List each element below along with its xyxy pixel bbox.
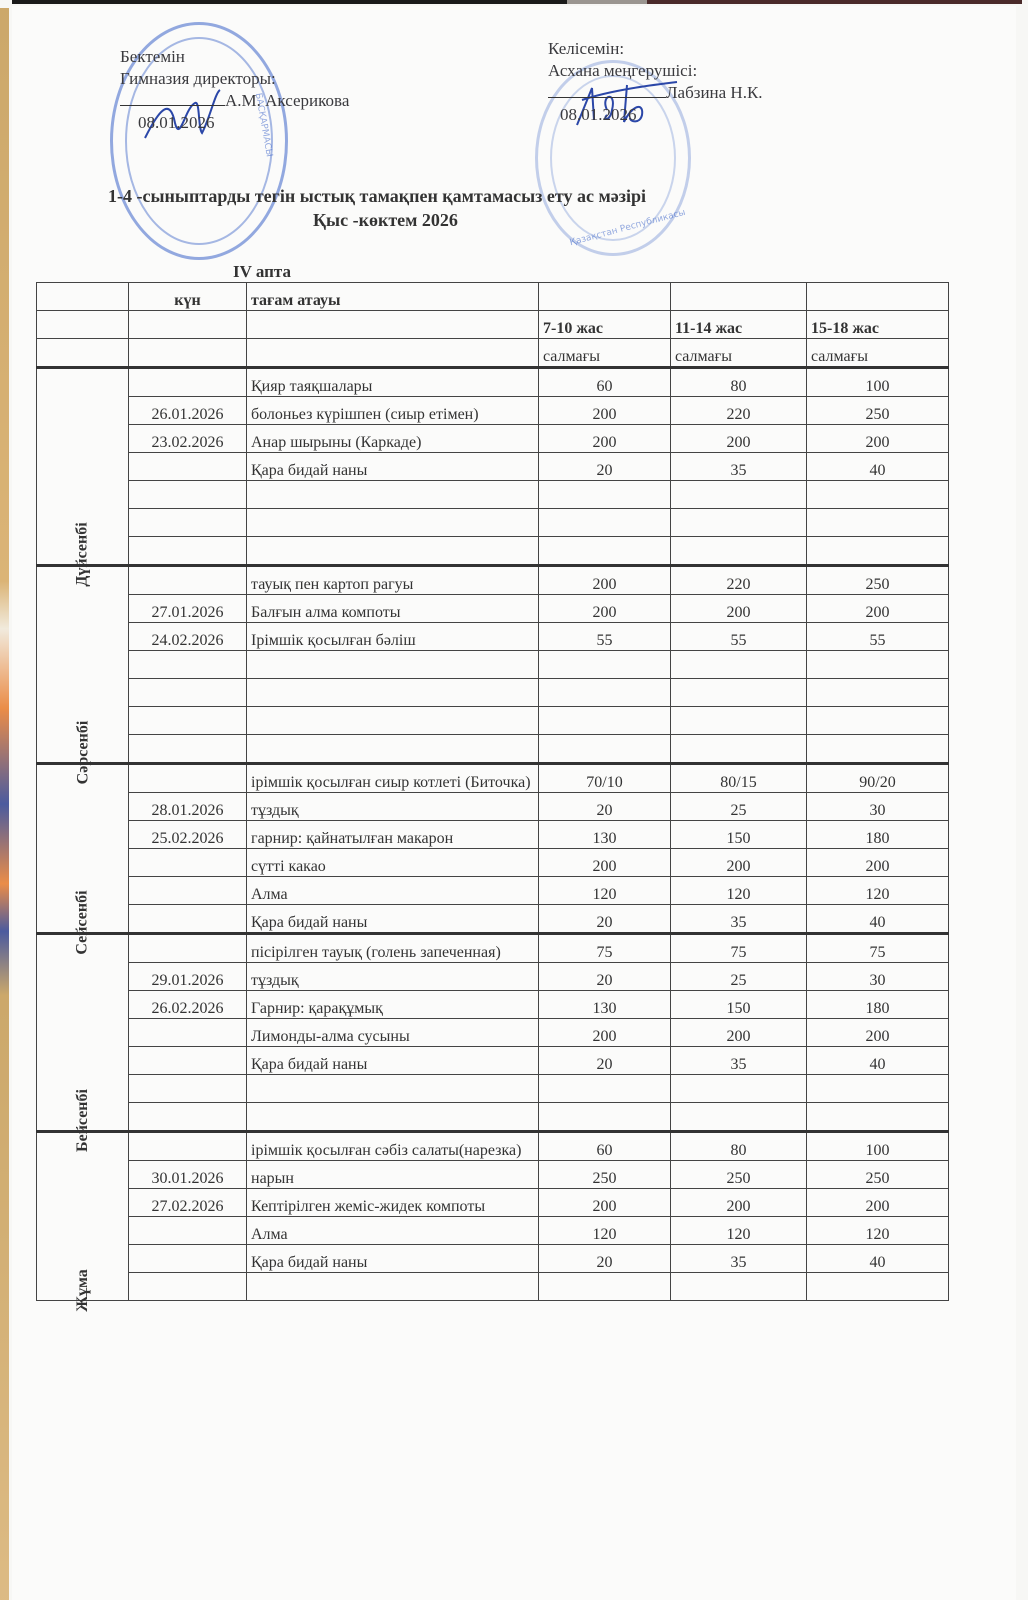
weight-11-14-cell: 35 xyxy=(671,905,807,934)
date-cell xyxy=(129,481,247,509)
day-cell xyxy=(37,934,129,1152)
menu-row xyxy=(37,1245,949,1273)
header-cell-empty xyxy=(807,283,949,311)
date-cell xyxy=(129,877,247,905)
date-cell: 26.02.2026 xyxy=(129,991,247,1019)
dish-name-cell: пісірілген тауық (голень запеченная) xyxy=(247,934,539,963)
dish-name-cell xyxy=(247,1103,539,1132)
weight-11-14-cell: 200 xyxy=(671,1019,807,1047)
dish-name-cell xyxy=(247,509,539,537)
header-row-weight xyxy=(37,339,949,368)
header-cell-empty xyxy=(129,311,247,339)
header-row-age-groups xyxy=(37,311,949,339)
weight-7-10-cell xyxy=(539,509,671,537)
weight-7-10-cell: 120 xyxy=(539,877,671,905)
date-cell xyxy=(129,1245,247,1273)
weight-15-18-cell: 90/20 xyxy=(807,764,949,793)
dish-name-cell: Қара бидай наны xyxy=(247,1047,539,1075)
menu-row xyxy=(37,537,949,566)
date-cell xyxy=(129,537,247,566)
weight-7-10-cell: 60 xyxy=(539,1132,671,1161)
weight-11-14-cell: 120 xyxy=(671,1217,807,1245)
date-cell: 27.01.2026 xyxy=(129,595,247,623)
weight-11-14-cell: 80/15 xyxy=(671,764,807,793)
weight-7-10-cell: 60 xyxy=(539,368,671,397)
weight-7-10-cell xyxy=(539,1075,671,1103)
menu-row xyxy=(37,425,949,453)
day-name: Жұма xyxy=(73,1269,91,1312)
weight-7-10-cell: 130 xyxy=(539,991,671,1019)
weight-15-18-cell xyxy=(807,537,949,566)
dish-name-cell: Алма xyxy=(247,877,539,905)
day-name: Дүйсенбі xyxy=(73,522,91,587)
scan-edge-strip xyxy=(0,8,9,1600)
dish-name-cell: тұздық xyxy=(247,963,539,991)
weight-7-10-cell xyxy=(539,1103,671,1132)
menu-row xyxy=(37,595,949,623)
weight-15-18-cell: 200 xyxy=(807,849,949,877)
weight-7-10-cell xyxy=(539,651,671,679)
weight-11-14-cell: 200 xyxy=(671,1189,807,1217)
weight-7-10-cell: 200 xyxy=(539,397,671,425)
dish-name-cell: тұздық xyxy=(247,793,539,821)
dish-name-cell xyxy=(247,651,539,679)
weight-11-14-cell: 250 xyxy=(671,1161,807,1189)
weight-11-14-cell: 35 xyxy=(671,453,807,481)
header-cell-empty xyxy=(37,339,129,368)
weight-15-18-cell: 180 xyxy=(807,991,949,1019)
weight-11-14-cell: 80 xyxy=(671,1132,807,1161)
menu-row xyxy=(37,963,949,991)
weight-7-10-cell: 20 xyxy=(539,905,671,934)
date-cell xyxy=(129,1047,247,1075)
date-cell xyxy=(129,1132,247,1161)
weight-11-14-cell xyxy=(671,1273,807,1301)
top-edge-segment xyxy=(567,0,647,4)
weight-7-10-cell xyxy=(539,735,671,764)
dish-name-cell xyxy=(247,679,539,707)
day-name: Сейсенбі xyxy=(73,890,91,955)
weight-7-10-cell: 55 xyxy=(539,623,671,651)
dish-name-cell xyxy=(247,735,539,764)
menu-row xyxy=(37,368,949,397)
weight-11-14-cell: 55 xyxy=(671,623,807,651)
approver-name: Лабзина Н.К. xyxy=(666,83,763,102)
dish-name-cell: сүтті какао xyxy=(247,849,539,877)
weight-15-18-cell: 40 xyxy=(807,1047,949,1075)
day-cell xyxy=(37,368,129,587)
weight-7-10-cell: 20 xyxy=(539,1047,671,1075)
header-cell-empty xyxy=(129,339,247,368)
header-cell-empty xyxy=(539,283,671,311)
date-cell: 28.01.2026 xyxy=(129,793,247,821)
weight-15-18-cell: 250 xyxy=(807,397,949,425)
approval-block-left xyxy=(120,46,349,134)
weight-15-18-cell xyxy=(807,735,949,764)
signature-line xyxy=(120,105,225,106)
approval-heading: Бектемін xyxy=(120,47,185,66)
weight-11-14-cell: 220 xyxy=(671,397,807,425)
menu-row xyxy=(37,849,949,877)
dish-name-cell: Лимонды-алма сусыны xyxy=(247,1019,539,1047)
date-cell xyxy=(129,1103,247,1132)
document-subtitle: Қыс -көктем 2026 xyxy=(313,210,458,230)
week-label: IV апта xyxy=(233,262,291,281)
date-cell xyxy=(129,509,247,537)
weight-11-14-cell: 25 xyxy=(671,793,807,821)
date-cell xyxy=(129,566,247,595)
weight-15-18-cell xyxy=(807,1103,949,1132)
menu-row xyxy=(37,453,949,481)
day-name: Бейсенбі xyxy=(74,1089,91,1152)
date-cell xyxy=(129,934,247,963)
approval-block-right xyxy=(548,38,763,126)
date-cell xyxy=(129,905,247,934)
dish-name-cell: Алма xyxy=(247,1217,539,1245)
menu-row xyxy=(37,1189,949,1217)
weight-7-10-cell: 250 xyxy=(539,1161,671,1189)
date-cell xyxy=(129,1273,247,1301)
weight-15-18-cell: 75 xyxy=(807,934,949,963)
weight-11-14-cell: 80 xyxy=(671,368,807,397)
approval-date: 08.01.2026 xyxy=(138,113,215,132)
menu-row xyxy=(37,397,949,425)
menu-row xyxy=(37,934,949,963)
header-dish-name: тағам атауы xyxy=(247,283,539,311)
dish-name-cell xyxy=(247,707,539,735)
header-cell-empty xyxy=(671,283,807,311)
menu-row xyxy=(37,991,949,1019)
top-edge-bar xyxy=(12,0,1022,4)
weight-11-14-cell: 200 xyxy=(671,425,807,453)
day-cell xyxy=(37,1132,129,1312)
menu-row xyxy=(37,905,949,934)
header-age-15-18: 15-18 жас xyxy=(807,311,949,339)
weight-15-18-cell: 200 xyxy=(807,1019,949,1047)
approver-name: А.М. Аксерикова xyxy=(225,91,350,110)
menu-row xyxy=(37,764,949,793)
weight-7-10-cell: 200 xyxy=(539,1019,671,1047)
dish-name-cell: Қара бидай наны xyxy=(247,1245,539,1273)
weight-7-10-cell xyxy=(539,707,671,735)
approval-date: 08.01.2026 xyxy=(560,105,637,124)
dish-name-cell: Қияр таяқшалары xyxy=(247,368,539,397)
header-age-11-14: 11-14 жас xyxy=(671,311,807,339)
date-cell xyxy=(129,735,247,764)
date-cell xyxy=(129,849,247,877)
stamp-text: БАСҚАРМАСЫ xyxy=(252,92,274,158)
date-cell xyxy=(129,1019,247,1047)
date-cell xyxy=(129,1075,247,1103)
header-weight-label: салмағы xyxy=(539,339,671,368)
date-cell xyxy=(129,764,247,793)
weight-7-10-cell xyxy=(539,481,671,509)
date-cell xyxy=(129,679,247,707)
date-cell: 26.01.2026 xyxy=(129,397,247,425)
weight-11-14-cell: 25 xyxy=(671,963,807,991)
menu-row xyxy=(37,679,949,707)
dish-name-cell: нарын xyxy=(247,1161,539,1189)
dish-name-cell: Кептірілген жеміс-жидек компоты xyxy=(247,1189,539,1217)
weight-11-14-cell xyxy=(671,707,807,735)
header-cell-empty xyxy=(37,311,129,339)
header-age-7-10: 7-10 жас xyxy=(539,311,671,339)
weight-15-18-cell: 250 xyxy=(807,1161,949,1189)
dish-name-cell: тауық пен картоп рагуы xyxy=(247,566,539,595)
weight-11-14-cell: 35 xyxy=(671,1245,807,1273)
weight-7-10-cell: 20 xyxy=(539,453,671,481)
weight-11-14-cell xyxy=(671,735,807,764)
menu-row xyxy=(37,877,949,905)
dish-name-cell: Балғын алма компоты xyxy=(247,595,539,623)
date-cell: 25.02.2026 xyxy=(129,821,247,849)
weight-15-18-cell xyxy=(807,707,949,735)
menu-row xyxy=(37,651,949,679)
header-row xyxy=(37,283,949,311)
menu-row xyxy=(37,1075,949,1103)
dish-name-cell: ірімшік қосылған сиыр котлеті (Биточка) xyxy=(247,764,539,793)
weight-15-18-cell xyxy=(807,651,949,679)
weight-15-18-cell xyxy=(807,679,949,707)
date-cell xyxy=(129,1217,247,1245)
menu-row xyxy=(37,707,949,735)
dish-name-cell: ірімшік қосылған сәбіз салаты(нарезка) xyxy=(247,1132,539,1161)
weight-11-14-cell: 200 xyxy=(671,595,807,623)
weight-7-10-cell: 200 xyxy=(539,595,671,623)
dish-name-cell: болоньез күрішпен (сиыр етімен) xyxy=(247,397,539,425)
header-cell-empty xyxy=(37,283,129,311)
weight-15-18-cell: 120 xyxy=(807,1217,949,1245)
dish-name-cell: Қара бидай наны xyxy=(247,453,539,481)
menu-row xyxy=(37,1103,949,1132)
weight-11-14-cell: 220 xyxy=(671,566,807,595)
menu-row xyxy=(37,1217,949,1245)
menu-row xyxy=(37,1132,949,1161)
weight-7-10-cell: 70/10 xyxy=(539,764,671,793)
weight-15-18-cell xyxy=(807,1075,949,1103)
dish-name-cell: Ірімшік қосылған бәліш xyxy=(247,623,539,651)
date-cell: 30.01.2026 xyxy=(129,1161,247,1189)
weight-15-18-cell: 100 xyxy=(807,368,949,397)
weight-11-14-cell: 120 xyxy=(671,877,807,905)
dish-name-cell: Анар шырыны (Каркаде) xyxy=(247,425,539,453)
weight-7-10-cell: 75 xyxy=(539,934,671,963)
menu-row xyxy=(37,1019,949,1047)
menu-row xyxy=(37,793,949,821)
weight-15-18-cell xyxy=(807,1273,949,1301)
top-edge-segment xyxy=(647,0,1022,4)
date-cell: 23.02.2026 xyxy=(129,425,247,453)
dish-name-cell: гарнир: қайнатылған макарон xyxy=(247,821,539,849)
weight-15-18-cell: 100 xyxy=(807,1132,949,1161)
weight-11-14-cell xyxy=(671,651,807,679)
header-weight-label: салмағы xyxy=(671,339,807,368)
menu-row xyxy=(37,1047,949,1075)
menu-row xyxy=(37,481,949,509)
menu-table xyxy=(36,282,949,1312)
weight-11-14-cell: 75 xyxy=(671,934,807,963)
weight-15-18-cell: 180 xyxy=(807,821,949,849)
date-cell xyxy=(129,453,247,481)
weight-7-10-cell: 200 xyxy=(539,566,671,595)
weight-15-18-cell: 40 xyxy=(807,453,949,481)
weight-11-14-cell xyxy=(671,1103,807,1132)
weight-15-18-cell: 40 xyxy=(807,1245,949,1273)
date-cell xyxy=(129,707,247,735)
date-cell: 24.02.2026 xyxy=(129,623,247,651)
header-day: күн xyxy=(129,283,247,311)
weight-7-10-cell: 120 xyxy=(539,1217,671,1245)
menu-row xyxy=(37,566,949,595)
weight-11-14-cell xyxy=(671,481,807,509)
weight-7-10-cell xyxy=(539,537,671,566)
weight-11-14-cell xyxy=(671,679,807,707)
dish-name-cell xyxy=(247,481,539,509)
day-cell xyxy=(37,566,129,785)
weight-15-18-cell: 200 xyxy=(807,1189,949,1217)
header-cell-empty xyxy=(247,339,539,368)
signature-line xyxy=(548,97,666,98)
weight-7-10-cell xyxy=(539,1273,671,1301)
weight-11-14-cell: 200 xyxy=(671,849,807,877)
date-cell: 29.01.2026 xyxy=(129,963,247,991)
weight-15-18-cell: 250 xyxy=(807,566,949,595)
weight-15-18-cell: 120 xyxy=(807,877,949,905)
weight-15-18-cell xyxy=(807,509,949,537)
dish-name-cell xyxy=(247,1273,539,1301)
weight-11-14-cell: 150 xyxy=(671,821,807,849)
date-cell xyxy=(129,368,247,397)
day-cell xyxy=(37,764,129,955)
menu-row xyxy=(37,623,949,651)
document-title: 1-4 -сыныптарды тегін ыстық тамақпен қамтамасыз ету ас мәзірі xyxy=(108,186,646,206)
dish-name-cell xyxy=(247,1075,539,1103)
weight-7-10-cell: 200 xyxy=(539,1189,671,1217)
weight-15-18-cell: 40 xyxy=(807,905,949,934)
approval-heading: Келісемін: xyxy=(548,39,625,58)
weight-15-18-cell: 30 xyxy=(807,793,949,821)
weight-7-10-cell: 20 xyxy=(539,963,671,991)
menu-row xyxy=(37,509,949,537)
weight-15-18-cell: 200 xyxy=(807,425,949,453)
approval-position: Асхана меңгерушісі: xyxy=(548,61,698,80)
dish-name-cell: Қара бидай наны xyxy=(247,905,539,934)
dish-name-cell xyxy=(247,537,539,566)
day-name: Сәрсенбі xyxy=(74,720,91,785)
menu-row xyxy=(37,1161,949,1189)
weight-7-10-cell: 200 xyxy=(539,849,671,877)
weight-11-14-cell xyxy=(671,537,807,566)
weight-7-10-cell: 130 xyxy=(539,821,671,849)
weight-15-18-cell: 55 xyxy=(807,623,949,651)
date-cell xyxy=(129,651,247,679)
weight-11-14-cell xyxy=(671,509,807,537)
menu-row xyxy=(37,1273,949,1301)
weight-15-18-cell: 200 xyxy=(807,595,949,623)
weight-11-14-cell xyxy=(671,1075,807,1103)
approval-position: Гимназия директоры: xyxy=(120,69,276,88)
weight-11-14-cell: 150 xyxy=(671,991,807,1019)
weight-7-10-cell: 200 xyxy=(539,425,671,453)
weight-15-18-cell xyxy=(807,481,949,509)
weight-7-10-cell: 20 xyxy=(539,793,671,821)
menu-row xyxy=(37,821,949,849)
stamp-text: Қазақстан Республикасы xyxy=(568,207,687,249)
dish-name-cell: Гарнир: қарақұмық xyxy=(247,991,539,1019)
header-cell-empty xyxy=(247,311,539,339)
menu-row xyxy=(37,735,949,764)
weight-7-10-cell xyxy=(539,679,671,707)
weight-11-14-cell: 35 xyxy=(671,1047,807,1075)
weight-15-18-cell: 30 xyxy=(807,963,949,991)
header-weight-label: салмағы xyxy=(807,339,949,368)
date-cell: 27.02.2026 xyxy=(129,1189,247,1217)
weight-7-10-cell: 20 xyxy=(539,1245,671,1273)
